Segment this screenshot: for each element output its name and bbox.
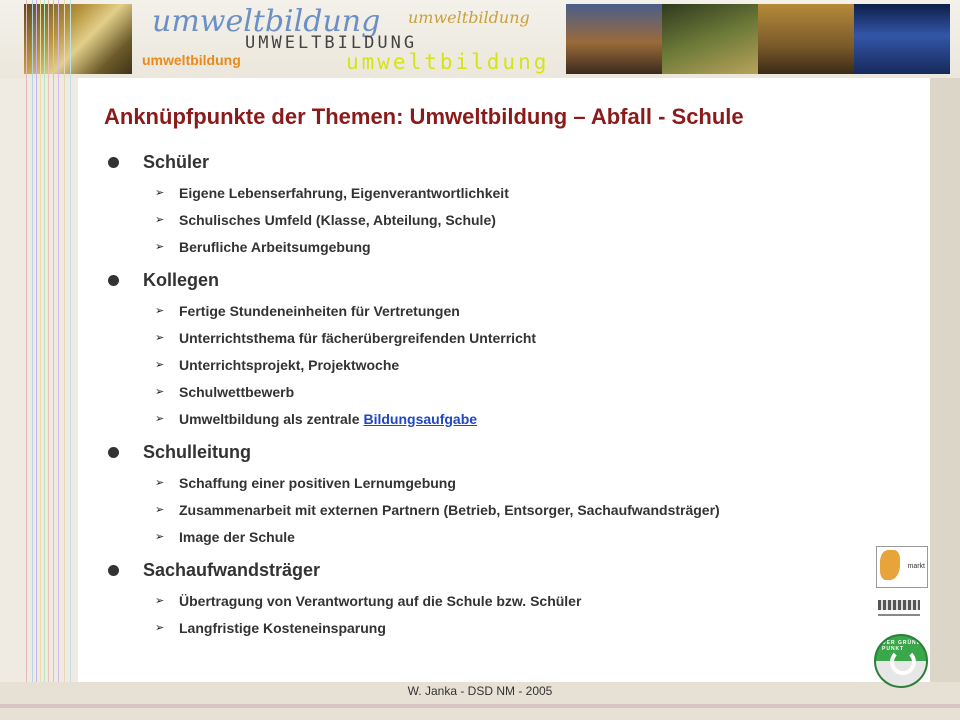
list-item: ➢ Schulwettbewerb [155, 383, 295, 400]
section-heading [108, 558, 848, 582]
arrow-bullet-icon: ➢ [155, 504, 165, 516]
section-heading-label: Kollegen [143, 269, 220, 290]
section-heading [108, 150, 848, 174]
arrow-bullet-icon: ➢ [155, 187, 165, 199]
gruener-punkt-text: DER GRÜNE PUNKT [882, 640, 922, 652]
list-item: ➢ Langfristige Kosteneinsparung [155, 619, 386, 636]
section-schueler [108, 150, 848, 260]
autumn-photo [758, 4, 854, 74]
arrow-bullet-icon: ➢ [155, 622, 165, 634]
arrow-bullet-icon: ➢ [155, 531, 165, 543]
logo-orange-text: umweltbildung [142, 52, 241, 68]
list-item: ➢ Schulisches Umfeld (Klasse, Abteilung, Schule) [155, 211, 496, 228]
section-heading [108, 268, 848, 292]
bullet-dot [108, 447, 119, 458]
power-plant-photo [854, 4, 950, 74]
section-heading-label: Schulleitung [143, 441, 251, 462]
nature-photo [662, 4, 758, 74]
topic-list [108, 150, 848, 641]
arrow-bullet-icon: ➢ [155, 595, 165, 607]
neumarkt-logo [876, 546, 928, 588]
neumarkt-logo-text: markt [907, 563, 925, 570]
logo-caps-text: UMWELTBILDUNG [245, 33, 418, 53]
building-icon [878, 600, 920, 610]
bildungsaufgabe-link[interactable]: Bildungsaufgabe [363, 410, 478, 427]
list-item: ➢ Zusammenarbeit mit externen Partnern (Betrieb, Entsorger, Sachaufwandsträger) [155, 501, 720, 518]
arrow-bullet-icon: ➢ [155, 413, 165, 425]
list-item: ➢ Umweltbildung als zentrale Bildungsaufgabe [155, 410, 478, 427]
list-item: ➢ Unterrichtsprojekt, Projektwoche [155, 356, 400, 373]
bullet-dot [108, 275, 119, 286]
arrow-bullet-icon: ➢ [155, 332, 165, 344]
bullet-dot [108, 157, 119, 168]
list-item: ➢ Schaffung einer positiven Lernumgebung [155, 474, 456, 491]
list-item: ➢ Eigene Lebenserfahrung, Eigenverantwortlichkeit [155, 184, 509, 201]
header-banner [0, 0, 960, 78]
section-sachaufwandstraeger [108, 558, 848, 641]
gruener-punkt-logo [874, 634, 928, 688]
bullet-dot [108, 565, 119, 576]
arrow-bullet-icon: ➢ [155, 386, 165, 398]
arrow-bullet-icon: ➢ [155, 477, 165, 489]
list-item: ➢ Fertige Stundeneinheiten für Vertretungen [155, 302, 460, 319]
logo-dotted-text: umweltbildung [346, 50, 550, 74]
arrow-bullet-icon: ➢ [155, 305, 165, 317]
section-heading-label: Sachaufwandsträger [143, 559, 321, 580]
logo-script-text: umweltbildung [152, 4, 381, 39]
arrow-bullet-icon: ➢ [155, 214, 165, 226]
section-heading [108, 440, 848, 464]
logo-script-small-text: umweltbildung [408, 8, 530, 27]
list-item: ➢ Berufliche Arbeitsumgebung [155, 238, 371, 255]
list-item: ➢ Unterrichtsthema für fächerübergreifenden Unterricht [155, 329, 537, 346]
recycle-arrows-icon [890, 649, 916, 675]
section-schulleitung [108, 440, 848, 550]
section-kollegen [108, 268, 848, 432]
slide-title: Anknüpfpunkte der Themen: Umweltbildung – Abfall - Schule [104, 104, 744, 129]
decorative-stripes [0, 0, 80, 720]
section-heading-label: Schüler [143, 151, 210, 172]
school-logo [876, 594, 922, 622]
list-item: ➢ Übertragung von Verantwortung auf die Schule bzw. Schüler [155, 592, 582, 609]
arrow-bullet-icon: ➢ [155, 359, 165, 371]
industry-sunset-photo [566, 4, 662, 74]
bottom-line [0, 704, 960, 708]
right-shadow [930, 78, 960, 720]
arrow-bullet-icon: ➢ [155, 241, 165, 253]
map-shape-icon [880, 550, 900, 580]
footer-text: W. Janka - DSD NM - 2005 [407, 684, 553, 698]
list-item: ➢ Image der Schule [155, 528, 295, 545]
